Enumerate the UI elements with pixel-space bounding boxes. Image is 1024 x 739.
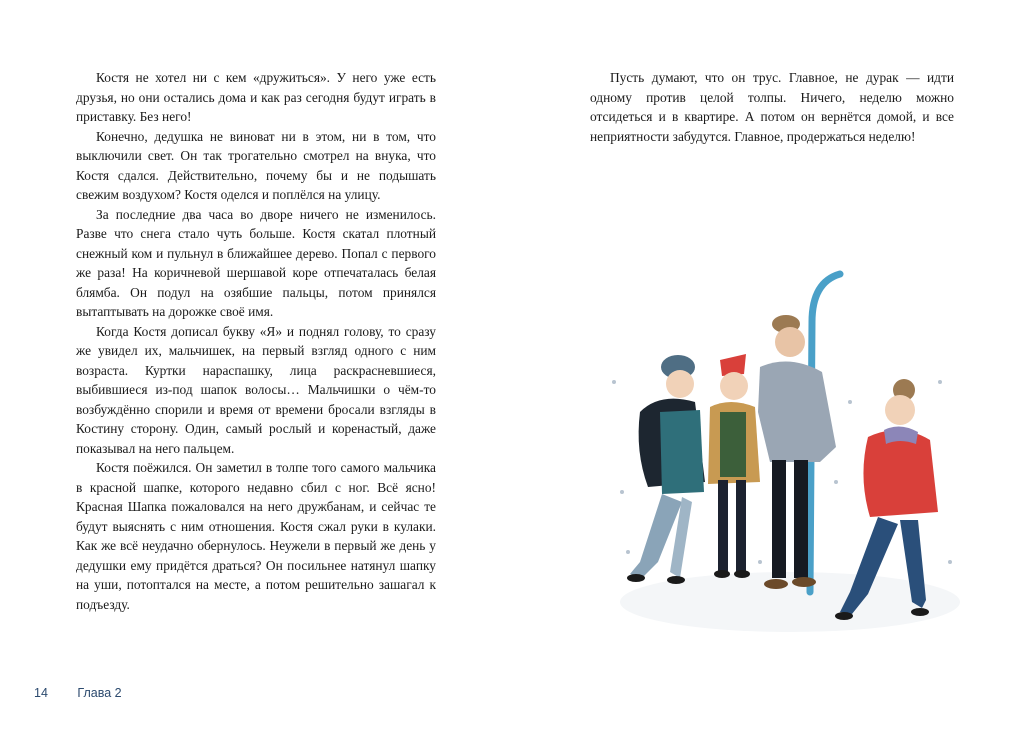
right-page-text <box>590 68 954 146</box>
right-page <box>512 0 1024 739</box>
paragraph: Костя не хотел ни с кем «дружиться». У него уже есть друзья, но они остались дома и как раз сегодня будут играть в приставку. Без него! <box>76 70 436 124</box>
paragraph: Костя поёжился. Он заметил в толпе того самого мальчика в красной шапке, которого недавно сбил с ног. Всё ясно! Красная Шапка пожаловался на него дружбанам, и сейчас те будут выяснять с ним отношения. Костя сжал руки в кулаки. Как же всё неудачно обернулось. Неужели в первый же день у дедушки ему придётся драться? Он посильнее натянул шапку на уши, потоптался на месте, а потом решительно зашагал к подъезду. <box>76 460 436 612</box>
boys-in-winter-illustration <box>600 262 960 652</box>
page-footer <box>34 686 122 700</box>
paragraph: Конечно, дедушка не виноват ни в этом, ни в том, что выключили свет. Он так трогательно смотрел на внука, что Костя сдался. Действительно, почему бы и не подышать свежим воздухом? Костя оделся и поплёлся на улицу. <box>76 128 436 202</box>
page-number: 14 <box>34 686 48 700</box>
paragraph: За последние два часа во дворе ничего не изменилось. Разве что снега стало чуть больше. Костя скатал плотный снежный ком и пульнул в ближайшее дерево. Попал с первого же раза! На коричневой шершавой коре отпечаталась белая блямба. Он подул на озябшие пальцы, потом принялся вытаптывать на дорожке своё имя. <box>76 206 436 319</box>
boy-red-hat <box>708 354 760 578</box>
boy-grey-sweater <box>758 315 836 589</box>
paragraph: Пусть думают, что он трус. Главное, не дурак — идти одному против целой толпы. Ничего, неделю можно отсидеться и в квартире. А потом он вернётся домой, и все неприятности забудутся. Главное, продержаться неделю! <box>590 70 954 144</box>
chapter-title: Глава 2 <box>77 686 122 700</box>
left-page-text <box>76 68 436 614</box>
boy-blue-cap <box>627 355 705 584</box>
paragraph: Когда Костя дописал букву «Я» и поднял голову, то сразу же увидел их, мальчишек, на первый взгляд одного с ним возраста. Куртки нараспашку, лица раскрасневшиеся, выбившиеся из-под шапок волосы… Мальчишки о чём-то возбуждённо спорили и время от времени бросали взгляды в Костину сторону. Один, самый рослый и коренастый, даже показывал на него пальцем. <box>76 323 436 456</box>
